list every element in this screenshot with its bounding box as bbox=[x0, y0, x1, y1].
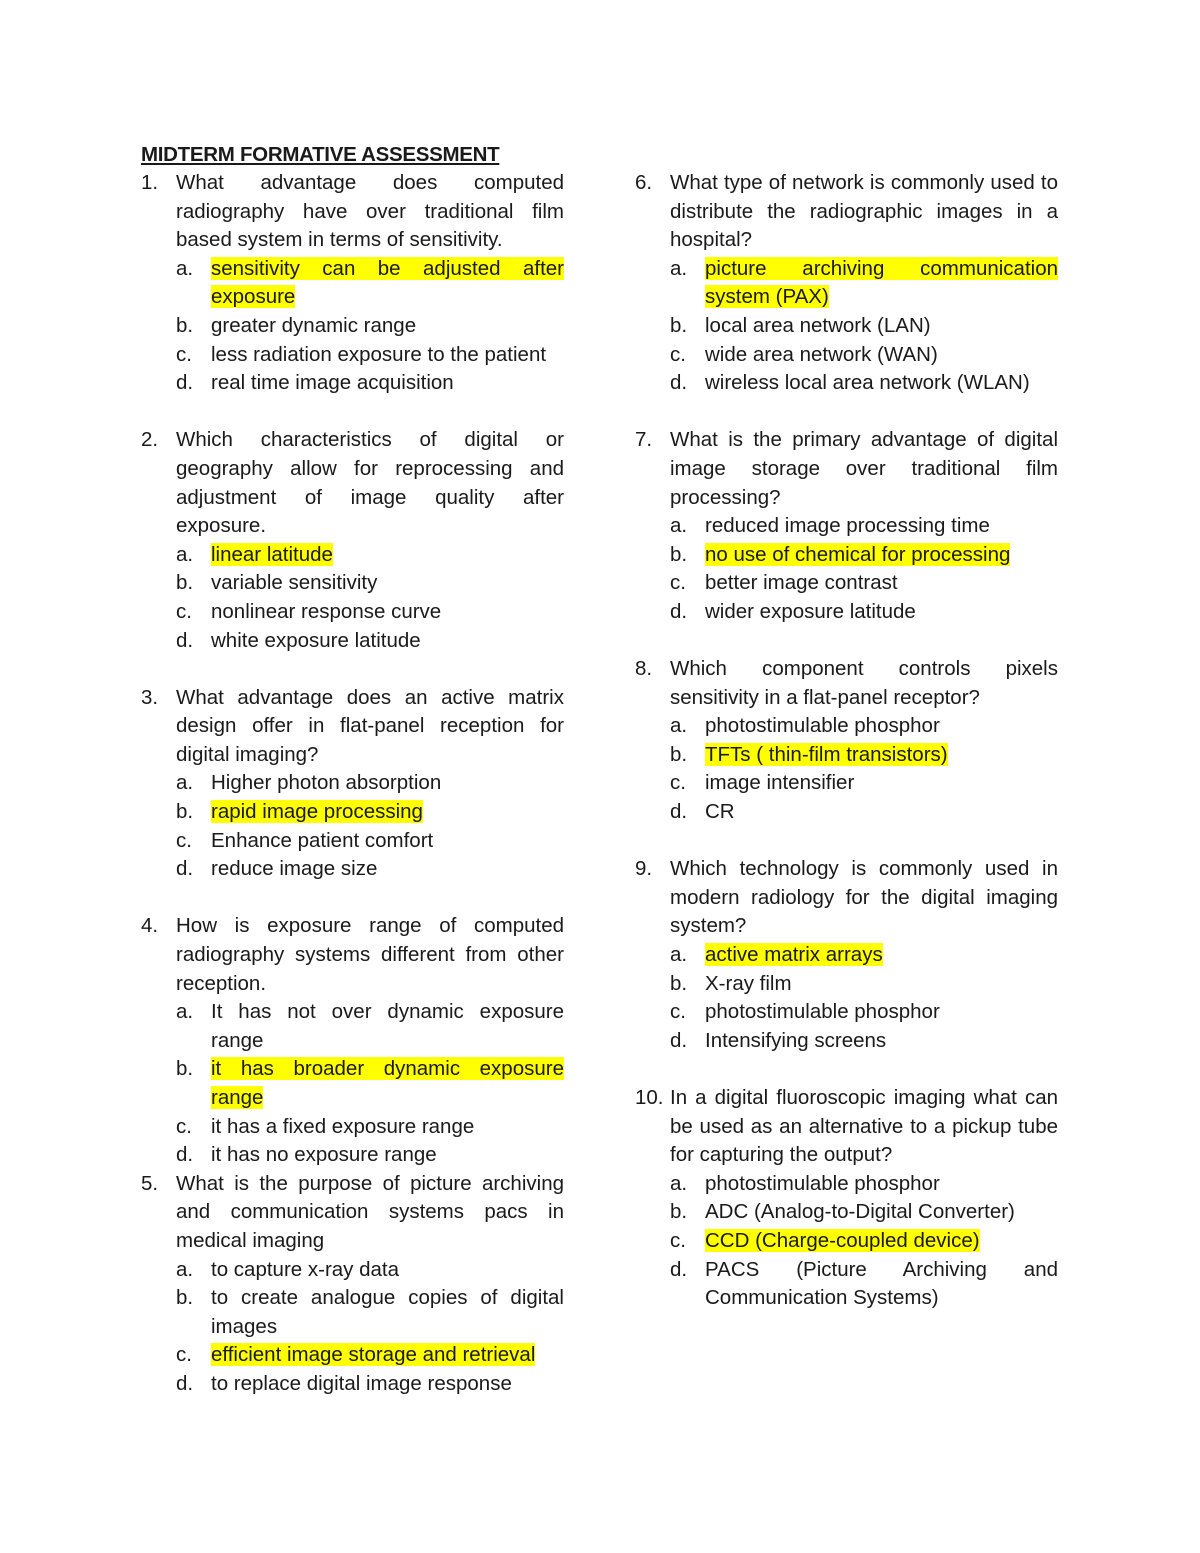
option-letter: a. bbox=[670, 514, 688, 538]
option-letter: b. bbox=[670, 742, 688, 766]
option-text: nonlinear response curve bbox=[211, 599, 442, 623]
option-text: wireless local area network (WLAN) bbox=[705, 371, 1030, 395]
option-text: it has no exposure range bbox=[211, 1143, 437, 1167]
answer-option bbox=[670, 941, 1058, 970]
option-text-highlighted: TFTs ( thin-film transistors) bbox=[705, 742, 948, 766]
option-letter: d. bbox=[670, 371, 688, 395]
answer-option bbox=[670, 541, 1058, 570]
option-letter: d. bbox=[670, 1257, 688, 1281]
question-5 bbox=[141, 1170, 564, 1399]
option-letter: b. bbox=[176, 1057, 194, 1081]
answer-option bbox=[176, 569, 564, 598]
option-text-highlighted: picture archiving communication system (PAX) bbox=[705, 256, 1058, 309]
option-text: Intensifying screens bbox=[705, 1028, 887, 1052]
question-text: What advantage does computed radiography have over traditional film based system in terms of sensitivity. bbox=[176, 171, 564, 252]
option-text: Enhance patient comfort bbox=[211, 828, 434, 852]
option-text: real time image acquisition bbox=[211, 371, 454, 395]
question-number: 10. bbox=[635, 1086, 664, 1109]
option-text-highlighted: efficient image storage and retrieval bbox=[211, 1343, 536, 1367]
option-letter: a. bbox=[176, 256, 194, 280]
option-text: PACS (Picture Archiving and Communication Systems) bbox=[705, 1257, 1058, 1310]
option-text: photostimulable phosphor bbox=[705, 714, 940, 738]
option-letter: c. bbox=[670, 342, 686, 366]
answer-option bbox=[176, 1341, 564, 1370]
answer-option bbox=[176, 541, 564, 570]
option-letter: a. bbox=[176, 1257, 194, 1281]
question-number: 3. bbox=[141, 685, 159, 709]
option-text: greater dynamic range bbox=[211, 313, 417, 337]
option-letter: b. bbox=[176, 1286, 194, 1310]
question-text: What advantage does an active matrix design offer in flat-panel reception for digital imaging? bbox=[176, 685, 564, 766]
answer-option bbox=[176, 1113, 564, 1142]
option-text: image intensifier bbox=[705, 771, 855, 795]
question-1 bbox=[141, 169, 564, 398]
answer-option bbox=[670, 1227, 1058, 1256]
answer-option bbox=[670, 712, 1058, 741]
option-letter: d. bbox=[670, 1028, 688, 1052]
option-letter: a. bbox=[670, 1171, 688, 1195]
option-text-highlighted: linear latitude bbox=[211, 542, 333, 566]
answer-option bbox=[176, 341, 564, 370]
answer-option bbox=[176, 827, 564, 856]
option-text-highlighted: sensitivity can be adjusted after exposure bbox=[211, 256, 564, 309]
answer-option bbox=[176, 769, 564, 798]
answer-option bbox=[176, 1055, 564, 1112]
option-text: to create analogue copies of digital images bbox=[211, 1286, 564, 1338]
question-text: What is the purpose of picture archiving and communication systems pacs in medical imaging bbox=[176, 1171, 564, 1252]
answer-option bbox=[176, 855, 564, 884]
answer-option bbox=[176, 1256, 564, 1285]
option-letter: c. bbox=[670, 1000, 686, 1024]
answer-option bbox=[670, 1256, 1058, 1313]
option-text-highlighted: it has broader dynamic exposure range bbox=[211, 1057, 564, 1109]
option-letter: c. bbox=[176, 599, 192, 623]
answer-option bbox=[176, 598, 564, 627]
option-text: It has not over dynamic exposure range bbox=[211, 1000, 564, 1052]
option-text: CR bbox=[705, 800, 735, 824]
question-number: 6. bbox=[635, 171, 653, 194]
option-text: ADC (Analog-to-Digital Converter) bbox=[705, 1200, 1015, 1224]
option-text-highlighted: no use of chemical for processing bbox=[705, 542, 1011, 566]
option-text: wide area network (WAN) bbox=[705, 342, 938, 366]
answer-option bbox=[176, 255, 564, 312]
answer-option bbox=[176, 369, 564, 398]
answer-option bbox=[176, 1284, 564, 1341]
option-letter: d. bbox=[670, 599, 688, 623]
option-letter: d. bbox=[176, 857, 194, 881]
question-7 bbox=[635, 426, 1058, 626]
option-letter: b. bbox=[670, 542, 688, 566]
option-text: to replace digital image response bbox=[211, 1371, 512, 1395]
answer-option bbox=[670, 512, 1058, 541]
option-letter: c. bbox=[670, 571, 686, 595]
option-letter: b. bbox=[670, 971, 688, 995]
option-text: white exposure latitude bbox=[211, 628, 421, 652]
answer-option bbox=[670, 255, 1058, 312]
option-letter: a. bbox=[670, 256, 688, 280]
option-text: Higher photon absorption bbox=[211, 771, 442, 795]
option-letter: a. bbox=[176, 1000, 194, 1024]
question-number: 2. bbox=[141, 428, 159, 452]
option-text-highlighted: rapid image processing bbox=[211, 800, 423, 824]
option-text: local area network (LAN) bbox=[705, 313, 931, 337]
answer-option bbox=[670, 1198, 1058, 1227]
answer-option bbox=[670, 312, 1058, 341]
option-text: photostimulable phosphor bbox=[705, 1171, 940, 1195]
question-2 bbox=[141, 426, 564, 655]
option-text: reduced image processing time bbox=[705, 514, 990, 538]
option-letter: b. bbox=[176, 800, 194, 824]
option-letter: c. bbox=[670, 771, 686, 795]
question-8 bbox=[635, 655, 1058, 827]
question-text: Which component controls pixels sensitivity in a flat-panel receptor? bbox=[670, 657, 1058, 709]
option-text: photostimulable phosphor bbox=[705, 1000, 940, 1024]
answer-option bbox=[670, 769, 1058, 798]
option-text: X-ray film bbox=[705, 971, 792, 995]
question-9 bbox=[635, 855, 1058, 1055]
answer-option bbox=[176, 1141, 564, 1170]
question-number: 4. bbox=[141, 914, 159, 938]
answer-option bbox=[670, 341, 1058, 370]
question-text: What is the primary advantage of digital image storage over traditional film processing? bbox=[670, 428, 1058, 509]
answer-option bbox=[176, 627, 564, 656]
option-letter: d. bbox=[176, 1143, 194, 1167]
question-number: 7. bbox=[635, 428, 653, 452]
option-text: wider exposure latitude bbox=[705, 599, 916, 623]
question-number: 1. bbox=[141, 171, 159, 194]
question-text: What type of network is commonly used to distribute the radiographic images in a hospital? bbox=[670, 171, 1058, 252]
question-10 bbox=[635, 1084, 1058, 1313]
answer-option bbox=[176, 1370, 564, 1399]
answer-option bbox=[670, 369, 1058, 398]
option-text: it has a fixed exposure range bbox=[211, 1114, 475, 1138]
option-letter: b. bbox=[670, 1200, 688, 1224]
option-letter: b. bbox=[670, 313, 688, 337]
answer-option bbox=[670, 569, 1058, 598]
answer-option bbox=[670, 741, 1058, 770]
option-letter: c. bbox=[176, 1343, 192, 1367]
option-text: variable sensitivity bbox=[211, 571, 378, 595]
option-letter: a. bbox=[670, 943, 688, 967]
question-3 bbox=[141, 684, 564, 884]
page-title: MIDTERM FORMATIVE ASSESSMENT bbox=[141, 143, 500, 166]
option-letter: c. bbox=[176, 342, 192, 366]
option-text: reduce image size bbox=[211, 857, 378, 881]
answer-option bbox=[670, 998, 1058, 1027]
left-column bbox=[141, 169, 564, 1399]
question-text: In a digital fluoroscopic imaging what can be used as an alternative to a pickup tube for capturing the output? bbox=[670, 1086, 1058, 1167]
option-text-highlighted: active matrix arrays bbox=[705, 943, 883, 967]
option-letter: d. bbox=[176, 371, 194, 395]
option-letter: d. bbox=[176, 628, 194, 652]
option-letter: a. bbox=[670, 714, 688, 738]
option-letter: c. bbox=[176, 1114, 192, 1138]
answer-option bbox=[670, 1027, 1058, 1056]
answer-option bbox=[670, 798, 1058, 827]
question-text: Which characteristics of digital or geography allow for reprocessing and adjustment of image quality after exposure. bbox=[176, 428, 564, 538]
option-text: less radiation exposure to the patient bbox=[211, 342, 547, 366]
answer-option bbox=[176, 312, 564, 341]
option-letter: d. bbox=[176, 1371, 194, 1395]
answer-option bbox=[670, 970, 1058, 999]
answer-option bbox=[670, 598, 1058, 627]
option-letter: b. bbox=[176, 313, 194, 337]
option-text-highlighted: CCD (Charge-coupled device) bbox=[705, 1228, 980, 1252]
right-column bbox=[635, 169, 1058, 1313]
question-number: 8. bbox=[635, 657, 653, 681]
option-letter: a. bbox=[176, 542, 194, 566]
option-letter: c. bbox=[176, 828, 192, 852]
option-text: to capture x-ray data bbox=[211, 1257, 400, 1281]
option-letter: c. bbox=[670, 1228, 686, 1252]
option-text: better image contrast bbox=[705, 571, 898, 595]
answer-option bbox=[176, 798, 564, 827]
option-letter: a. bbox=[176, 771, 194, 795]
option-letter: b. bbox=[176, 571, 194, 595]
answer-option bbox=[176, 998, 564, 1055]
question-text: Which technology is commonly used in modern radiology for the digital imaging system? bbox=[670, 857, 1058, 938]
option-letter: d. bbox=[670, 800, 688, 824]
question-text: How is exposure range of computed radiography systems different from other reception. bbox=[176, 914, 564, 995]
answer-option bbox=[670, 1170, 1058, 1199]
question-4 bbox=[141, 912, 564, 1169]
question-number: 9. bbox=[635, 857, 653, 881]
question-6 bbox=[635, 169, 1058, 398]
question-number: 5. bbox=[141, 1171, 159, 1195]
